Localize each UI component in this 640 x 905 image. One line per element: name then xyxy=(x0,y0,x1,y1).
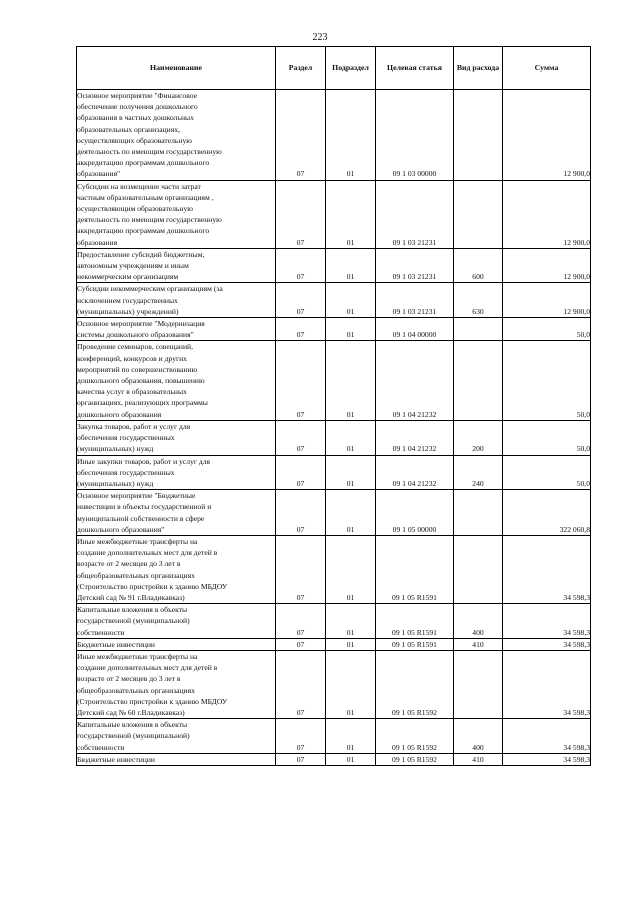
row-name: Основное мероприятие "Модернизация системы дошкольного образования" xyxy=(77,319,205,340)
row-amount: 34 598,3 xyxy=(503,719,591,754)
row-amount: 12 900,0 xyxy=(503,248,591,283)
row-name: Бюджетные инвестиции xyxy=(77,639,155,649)
table-row xyxy=(77,420,591,455)
column-header-subsection: Подраздел xyxy=(326,47,376,90)
table-row xyxy=(77,341,591,420)
row-subsection: 01 xyxy=(326,455,376,490)
row-target: 09 1 04 21232 xyxy=(376,455,454,490)
row-name-cell xyxy=(77,180,276,248)
row-section: 07 xyxy=(276,604,326,639)
row-subsection: 01 xyxy=(326,318,376,341)
row-amount: 12 900,0 xyxy=(503,283,591,318)
row-subsection: 01 xyxy=(326,535,376,603)
column-header-section: Раздел xyxy=(276,47,326,90)
row-subsection: 01 xyxy=(326,490,376,536)
column-header-name: Наименование xyxy=(77,47,276,90)
row-section: 07 xyxy=(276,283,326,318)
row-name-cell xyxy=(77,420,276,455)
row-section: 07 xyxy=(276,341,326,420)
row-subsection: 01 xyxy=(326,650,376,718)
row-name-cell xyxy=(77,455,276,490)
row-section: 07 xyxy=(276,490,326,536)
table-row xyxy=(77,753,591,765)
row-target: 09 1 05 R1591 xyxy=(376,604,454,639)
row-name-cell xyxy=(77,248,276,283)
row-amount: 34 598,3 xyxy=(503,535,591,603)
row-amount: 50,0 xyxy=(503,420,591,455)
row-amount: 34 598,3 xyxy=(503,753,591,765)
row-section: 07 xyxy=(276,535,326,603)
row-amount: 34 598,3 xyxy=(503,604,591,639)
column-header-amount: Сумма xyxy=(503,47,591,90)
row-subsection: 01 xyxy=(326,90,376,181)
page-number: 223 xyxy=(312,32,328,43)
row-target: 09 1 04 21232 xyxy=(376,420,454,455)
row-target: 09 1 03 21231 xyxy=(376,248,454,283)
row-name: Капитальные вложения в объекты государственной (муниципальной) собственности xyxy=(77,605,190,637)
table-row xyxy=(77,650,591,718)
row-amount: 50,0 xyxy=(503,318,591,341)
row-section: 07 xyxy=(276,248,326,283)
table-header-row xyxy=(77,47,591,90)
row-target: 09 1 05 R1592 xyxy=(376,753,454,765)
row-subsection: 01 xyxy=(326,753,376,765)
row-section: 07 xyxy=(276,420,326,455)
row-subsection: 01 xyxy=(326,248,376,283)
row-name: Бюджетные инвестиции xyxy=(77,754,155,764)
row-name: Субсидии на возмещение части затрат частным образовательным организациям , осуществляющим образовательную деятельность по имеющим государственную аккредитацию программам дошкольного образования xyxy=(77,181,222,247)
table-row xyxy=(77,180,591,248)
row-section: 07 xyxy=(276,650,326,718)
row-expense-type xyxy=(454,650,503,718)
row-section: 07 xyxy=(276,753,326,765)
table-row xyxy=(77,604,591,639)
row-name: Основное мероприятие "Бюджетные инвестиции в объекты государственной и муниципальной собственности в сфере дошкольного образования" xyxy=(77,491,212,534)
row-section: 07 xyxy=(276,318,326,341)
row-section: 07 xyxy=(276,719,326,754)
row-subsection: 01 xyxy=(326,604,376,639)
row-expense-type: 630 xyxy=(454,283,503,318)
row-expense-type: 410 xyxy=(454,638,503,650)
table-row xyxy=(77,455,591,490)
row-name: Основное мероприятие "Финансовое обеспечение получения дошкольного образования в частных дошкольных образовательных организациях, осуществляющих образовательную деятельность по имеющим государственную аккредитацию программам дошкольного образования" xyxy=(77,91,222,179)
row-name-cell xyxy=(77,535,276,603)
row-name: Иные межбюджетные трансферты на создание дополнительных мест для детей в возрасте от 2 месяцев до 3 лет в общеобразовательных организациях (Строительство пристройки к зданию МБДОУ Детский сад № 91 г.Владикавказ) xyxy=(77,536,228,602)
row-expense-type xyxy=(454,90,503,181)
row-amount: 12 900,0 xyxy=(503,180,591,248)
row-name-cell xyxy=(77,490,276,536)
row-target: 09 1 03 21231 xyxy=(376,283,454,318)
row-target: 09 1 05 R1592 xyxy=(376,719,454,754)
row-expense-type xyxy=(454,318,503,341)
row-name: Субсидии некоммерческим организациям (за исключением государственных (муниципальных) учреждений) xyxy=(77,284,223,316)
column-header-target: Целевая статья xyxy=(376,47,454,90)
row-name-cell xyxy=(77,650,276,718)
table-row xyxy=(77,638,591,650)
row-name-cell xyxy=(77,719,276,754)
row-name-cell xyxy=(77,283,276,318)
row-subsection: 01 xyxy=(326,719,376,754)
row-expense-type: 400 xyxy=(454,719,503,754)
row-section: 07 xyxy=(276,638,326,650)
row-target: 09 1 03 00000 xyxy=(376,90,454,181)
row-expense-type xyxy=(454,535,503,603)
row-name-cell xyxy=(77,318,276,341)
table-row xyxy=(77,535,591,603)
row-subsection: 01 xyxy=(326,341,376,420)
row-subsection: 01 xyxy=(326,180,376,248)
row-section: 07 xyxy=(276,90,326,181)
row-section: 07 xyxy=(276,455,326,490)
row-name-cell xyxy=(77,638,276,650)
row-target: 09 1 05 R1591 xyxy=(376,535,454,603)
row-name: Иные межбюджетные трансферты на создание дополнительных мест для детей в возрасте от 2 месяцев до 3 лет в общеобразовательных организациях (Строительство пристройки к зданию МБДОУ Детский сад № 60 г.Владикавказ) xyxy=(77,651,228,717)
row-amount: 34 598,3 xyxy=(503,638,591,650)
table-row xyxy=(77,248,591,283)
row-expense-type xyxy=(454,341,503,420)
row-expense-type xyxy=(454,490,503,536)
table-body xyxy=(77,90,591,766)
row-amount: 50,0 xyxy=(503,341,591,420)
row-section: 07 xyxy=(276,180,326,248)
row-name-cell xyxy=(77,604,276,639)
row-amount: 34 598,3 xyxy=(503,650,591,718)
row-expense-type: 240 xyxy=(454,455,503,490)
row-name: Предоставление субсидий бюджетным, автономным учреждениям и иным некоммерческим организациям xyxy=(77,249,205,282)
row-amount: 322 060,8 xyxy=(503,490,591,536)
column-header-expense-type: Вид расхода xyxy=(454,47,503,90)
table-row xyxy=(77,719,591,754)
row-name: Закупка товаров, работ и услуг для обеспечения государственных (муниципальных) нужд xyxy=(77,421,191,454)
row-amount: 12 900,0 xyxy=(503,90,591,181)
row-name: Иные закупки товаров, работ и услуг для обеспечения государственных (муниципальных) нужд xyxy=(77,456,211,488)
row-expense-type: 410 xyxy=(454,753,503,765)
table-row xyxy=(77,490,591,536)
row-name-cell xyxy=(77,341,276,420)
row-name: Капитальные вложения в объекты государственной (муниципальной) собственности xyxy=(77,720,190,752)
row-target: 09 1 04 21232 xyxy=(376,341,454,420)
row-target: 09 1 05 R1591 xyxy=(376,638,454,650)
row-subsection: 01 xyxy=(326,638,376,650)
row-subsection: 01 xyxy=(326,420,376,455)
row-target: 09 1 05 R1592 xyxy=(376,650,454,718)
table-row xyxy=(77,318,591,341)
row-target: 09 1 03 21231 xyxy=(376,180,454,248)
row-expense-type xyxy=(454,180,503,248)
row-target: 09 1 05 00000 xyxy=(376,490,454,536)
budget-table xyxy=(76,46,591,766)
table-row xyxy=(77,283,591,318)
row-subsection: 01 xyxy=(326,283,376,318)
row-name-cell xyxy=(77,90,276,181)
row-expense-type: 400 xyxy=(454,604,503,639)
row-expense-type: 600 xyxy=(454,248,503,283)
table-row xyxy=(77,90,591,181)
row-name-cell xyxy=(77,753,276,765)
row-expense-type: 200 xyxy=(454,420,503,455)
row-amount: 50,0 xyxy=(503,455,591,490)
row-name: Проведение семинаров, совещаний, конференций, конкурсов и других мероприятий по совершенствованию дошкольного образования, повышению качества услуг в образовательных организациях, реализующих программы дошкольного образования xyxy=(77,342,208,419)
row-target: 09 1 04 00000 xyxy=(376,318,454,341)
